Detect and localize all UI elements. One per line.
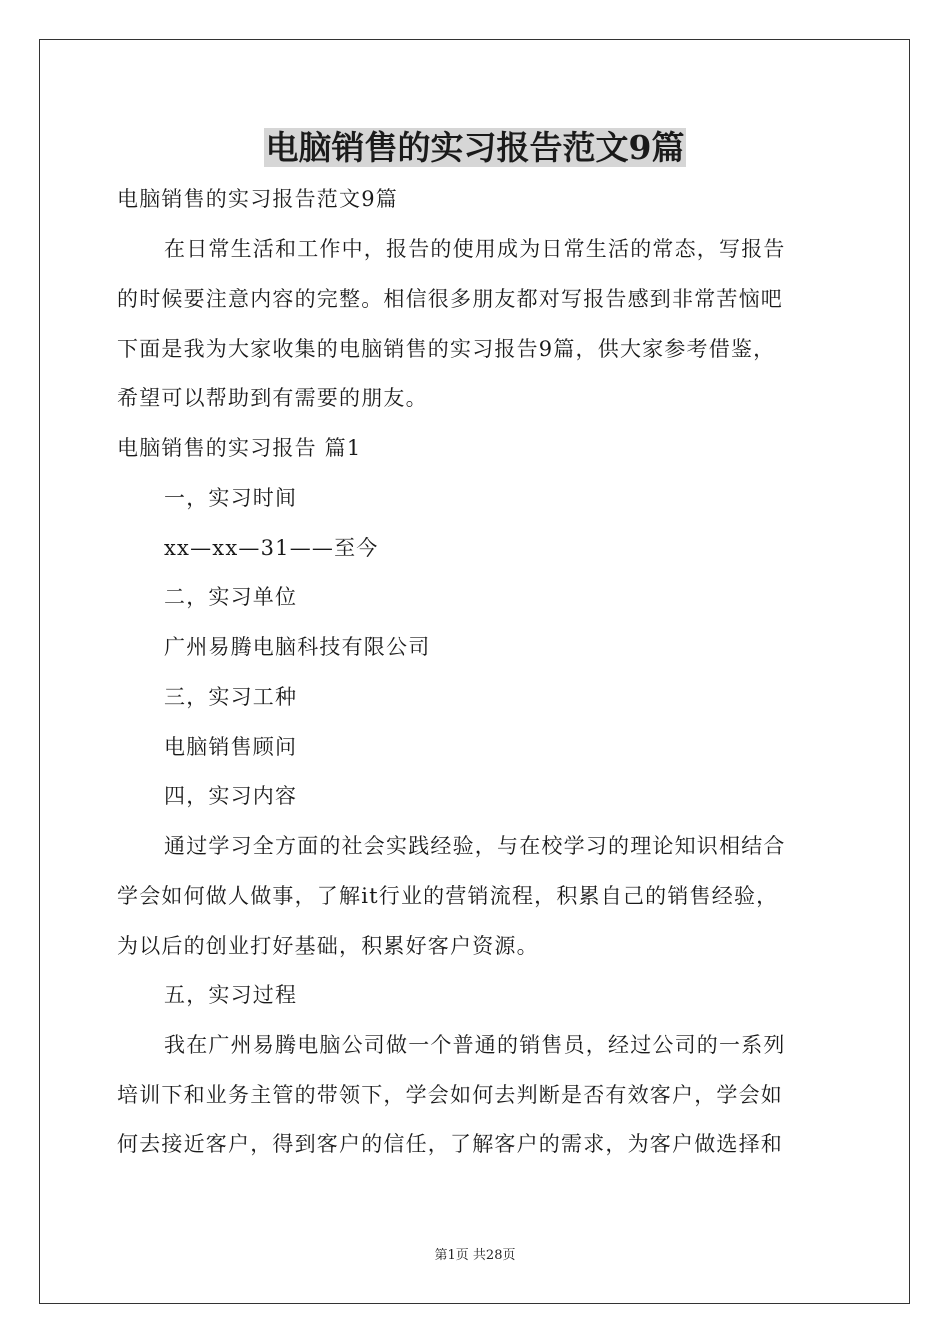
page-border <box>39 39 910 1304</box>
content-line-1: 通过学习全方面的社会实践经验，与在校学习的理论知识相结合 <box>164 834 786 858</box>
process-line-1: 我在广州易腾电脑公司做一个普通的销售员，经过公司的一系列 <box>164 1033 786 1057</box>
process-line-2: 培训下和业务主管的带领下，学会如何去判断是否有效客户，学会如 <box>117 1083 783 1107</box>
document-subtitle: 电脑销售的实习报告范文9篇 <box>117 187 398 211</box>
intro-line-3: 下面是我为大家收集的电脑销售的实习报告9篇，供大家参考借鉴， <box>117 337 776 361</box>
content-line-2: 学会如何做人做事，了解it行业的营销流程，积累自己的销售经验， <box>117 884 779 908</box>
process-line-3: 何去接近客户，得到客户的信任，了解客户的需求，为客户做选择和 <box>117 1132 783 1156</box>
item-time-value: xx—xx—31——至今 <box>164 536 379 560</box>
item-time-heading: 一，实习时间 <box>164 486 298 510</box>
intro-line-4: 希望可以帮助到有需要的朋友。 <box>117 386 428 410</box>
item-unit-value: 广州易腾电脑科技有限公司 <box>164 635 431 659</box>
document-title <box>0 126 950 170</box>
intro-line-2: 的时候要注意内容的完整。相信很多朋友都对写报告感到非常苦恼吧 <box>117 287 783 311</box>
document-title-text: 电脑销售的实习报告范文9篇 <box>265 128 685 167</box>
item-unit-heading: 二，实习单位 <box>164 585 298 609</box>
section-heading: 电脑销售的实习报告 篇1 <box>117 436 362 460</box>
item-role-value: 电脑销售顾问 <box>164 735 298 759</box>
content-line-3: 为以后的创业打好基础，积累好客户资源。 <box>117 934 539 958</box>
item-role-heading: 三，实习工种 <box>164 685 298 709</box>
intro-line-1: 在日常生活和工作中，报告的使用成为日常生活的常态，写报告 <box>164 237 786 261</box>
page-footer: 第1页 共28页 <box>434 1248 516 1263</box>
item-content-heading: 四，实习内容 <box>164 784 298 808</box>
process-heading: 五，实习过程 <box>164 983 298 1007</box>
